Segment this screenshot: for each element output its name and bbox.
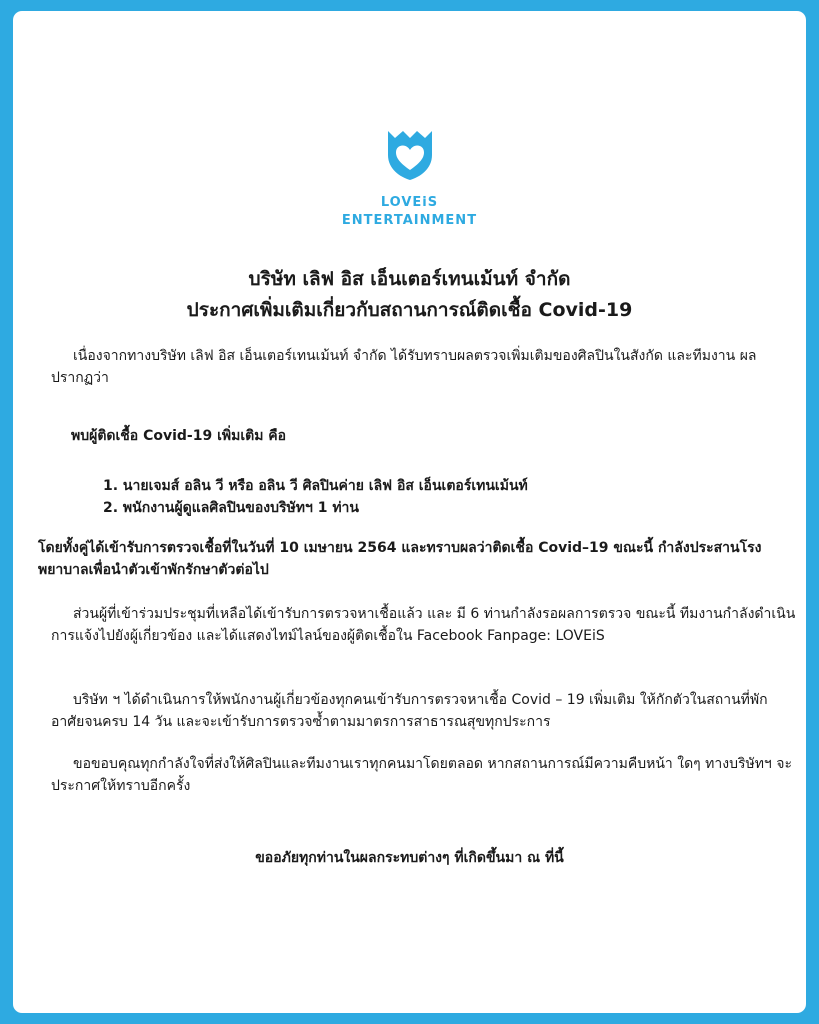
title-line-company: บริษัท เลิฟ อิส เอ็นเตอร์เทนเม้นท์ จำกัด (248, 268, 571, 290)
apology-line: ขออภัยทุกท่านในผลกระทบต่างๆ ที่เกิดขึ้นมา ณ ที่นี้ (255, 850, 564, 866)
logo-name: LOVEiS (380, 195, 439, 210)
announcement-title (13, 264, 806, 326)
shield-heart-icon (386, 129, 434, 181)
remaining-attendees-paragraph: ส่วนผู้ที่เข้าร่วมประชุมที่เหลือได้เข้ารับการตรวจหาเชื้อแล้ว และ มี 6 ท่านกำลังรอผลการตรวจ ขณะนี้ ทีมงานกำลังดำเนินการแจ้งไปยังผู้เกี่ยวข้อง และได้แสดงไทม์ไลน์ของผู้ติดเชื้อใน Facebook Fanpage: LOVEiS (51, 606, 796, 644)
found-heading: พบผู้ติดเชื้อ Covid-19 เพิ่มเติม คือ (71, 428, 287, 444)
case-list (103, 475, 783, 519)
announcement-card (13, 11, 806, 1013)
thanks-paragraph: ขอขอบคุณทุกกำลังใจที่ส่งให้ศิลปินและทีมงานเราทุกคนมาโดยตลอด หากสถานการณ์มีความคืบหน้า ใดๆ ทางบริษัทฯ จะประกาศให้ทราบอีกครั้ง (51, 756, 792, 794)
intro-paragraph: เนื่องจากทางบริษัท เลิฟ อิส เอ็นเตอร์เทนเม้นท์ จำกัด ได้รับทราบผลตรวจเพิ่มเติมของศิลปินในสังกัด และทีมงาน ผลปรากฏว่า (51, 348, 757, 386)
title-line-subject: ประกาศเพิ่มเติมเกี่ยวกับสถานการณ์ติดเชื้อ Covid-19 (186, 299, 633, 321)
list-item: 1. นายเจมส์ อลิน วี หรือ อลิน วี ศิลปินค่าย เลิฟ อิส เอ็นเตอร์เทนเม้นท์ (103, 478, 528, 494)
company-logo (13, 129, 806, 229)
list-item: 2. พนักงานผู้ดูแลศิลปินของบริษัทฯ 1 ท่าน (103, 500, 359, 516)
logo-subtitle: ENTERTAINMENT (341, 213, 478, 228)
company-measures-paragraph: บริษัท ฯ ได้ดำเนินการให้พนักงานผู้เกี่ยวข้องทุกคนเข้ารับการตรวจหาเชื้อ Covid – 19 เพิ่มเติม ให้กักตัวในสถานที่พักอาศัยจนครบ 14 วัน และจะเข้ารับการตรวจซ้ำตามมาตรการสาธารณสุขทุกประการ (51, 692, 768, 730)
both-cases-statement: โดยทั้งคู่ได้เข้ารับการตรวจเชื้อที่ในวันที่ 10 เมษายน 2564 และทราบผลว่าติดเชื้อ Covid–19 ขณะนี้ กำลังประสานโรงพยาบาลเพื่อนำตัวเข้าพักรักษาตัวต่อไป (38, 540, 762, 578)
